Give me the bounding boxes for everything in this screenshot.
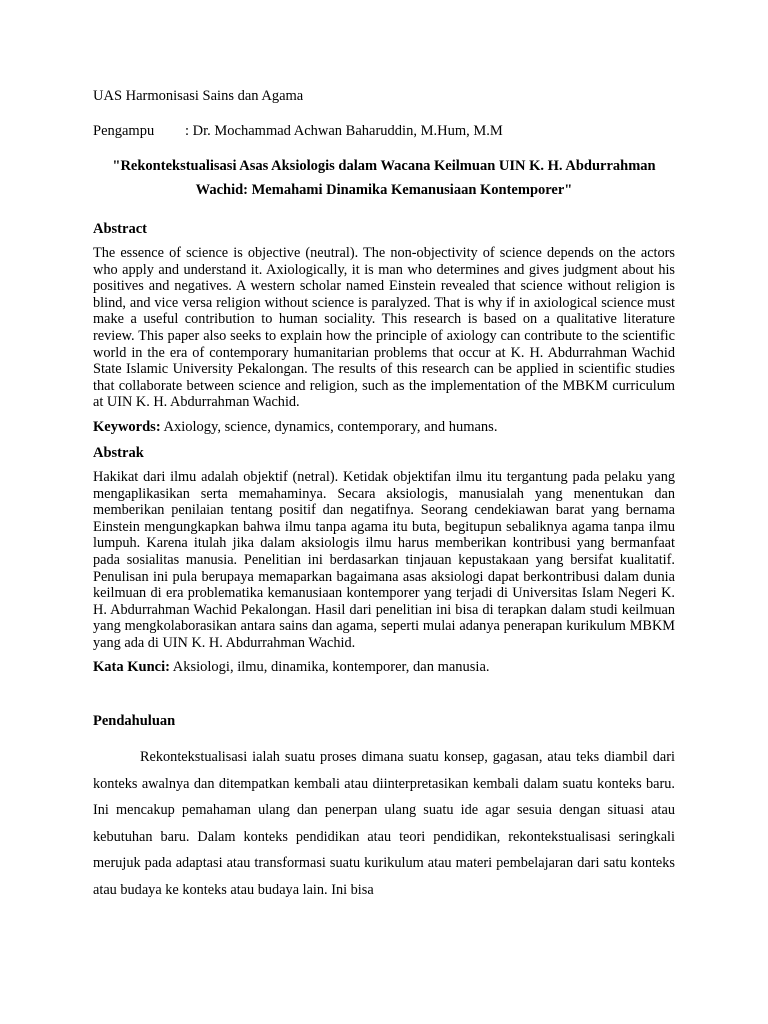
title-line-2: Wachid: Memahami Dinamika Kemanusiaan Kontemporer": [195, 182, 573, 198]
lecturer-value: : Dr. Mochammad Achwan Baharuddin, M.Hum, M.M: [185, 123, 503, 139]
abstract-heading: Abstract: [93, 221, 147, 237]
abstrak-text: Hakikat dari ilmu adalah objektif (netral). Ketidak objektifan ilmu itu tergantung pada pelaku yang mengaplikasikan serta memahaminya. Secara aksiologis, manusialah yang menentukan dan memberikan penilaian tentang positif dan negatifnya. Seorang cendekiawan barat yang bernama Einstein mengungkapkan bahwa ilmu tanpa agama itu buta, begitupun sebaliknya agama tanpa ilmu lumpuh. Karena itulah jika dalam aksiologis ilmu harus memberikan kontribusi yang bermanfaat pada sosialitas manusia. Penelitian ini berdasarkan tinjauan kepustakaan yang bersifat kualitatif. Penulisan ini pula berupaya memaparkan bagaimana asas aksiologi dapat berkontribusi dalam dunia keilmuan di era problematika kemanusiaan kontemporer yang terjadi di Universitas Islam Negeri K. H. Abdurrahman Wachid Pekalongan. Hasil dari penelitian ini bisa di terapkan dalam studi keilmuan yang mengkolaborasikan antara sains dan agama, seperti mulai adanya penerapan kurikulum MBKM yang ada di UIN K. H. Abdurrahman Wachid.: [93, 468, 675, 651]
keywords-line: [93, 418, 675, 436]
lecturer-row: [93, 121, 675, 141]
title-line-1: "Rekontekstualisasi Asas Aksiologis dalam Wacana Keilmuan UIN K. H. Abdurrahman: [112, 158, 656, 174]
intro-text: Rekontekstualisasi ialah suatu proses dimana suatu konsep, gagasan, atau teks diambil dari konteks awalnya dan ditempatkan kembali atau diinterpretasikan kembali dalam suatu konteks baru. Ini mencakup pemahaman ulang dan penerpan ulang suatu ide agar sesuia dengan situasi atau kebutuhan baru. Dalam konteks pendidikan atau teori pendidikan, rekontekstualisasi seringkali merujuk pada adaptasi atau transformasi suatu kurikulum atau materi pembelajaran dari satu konteks atau budaya ke konteks atau budaya lain. Ini bisa: [93, 749, 675, 898]
course-line: UAS Harmonisasi Sains dan Agama: [93, 88, 304, 104]
abstract-text: The essence of science is objective (neutral). The non-objectivity of science depends on the actors who apply and understand it. Axiologically, it is man who determines and gives judgment about his positives and negatives. A western scholar named Einstein revealed that science without religion is blind, and vice versa religion without science is paralyzed. That is why if in axiological science must make a useful contribution to human sociality. This research is based on a qualitative literature review. This paper also seeks to explain how the principle of axiology can contribute to the scientific world in the era of contemporary humanitarian problems that occur at K. H. Abdurrahman Wachid State Islamic University Pekalongan. The results of this research can be applied in scientific studies that collaborate between science and religion, such as the implementation of the MBKM curriculum at UIN K. H. Abdurrahman Wachid.: [93, 245, 675, 411]
katakunci-text: Aksiologi, ilmu, dinamika, kontemporer, dan manusia.: [169, 659, 490, 676]
katakunci-line: [93, 658, 675, 676]
document-page: [93, 86, 675, 903]
lecturer-label: Pengampu: [93, 123, 155, 139]
katakunci-label: Kata Kunci:: [93, 659, 170, 676]
keywords-text: Axiology, science, dynamics, contemporary, and humans.: [160, 418, 498, 435]
abstrak-heading: Abstrak: [93, 444, 144, 461]
intro-heading: Pendahuluan: [93, 713, 176, 730]
paper-title: [93, 155, 675, 201]
keywords-label: Keywords:: [93, 418, 161, 435]
